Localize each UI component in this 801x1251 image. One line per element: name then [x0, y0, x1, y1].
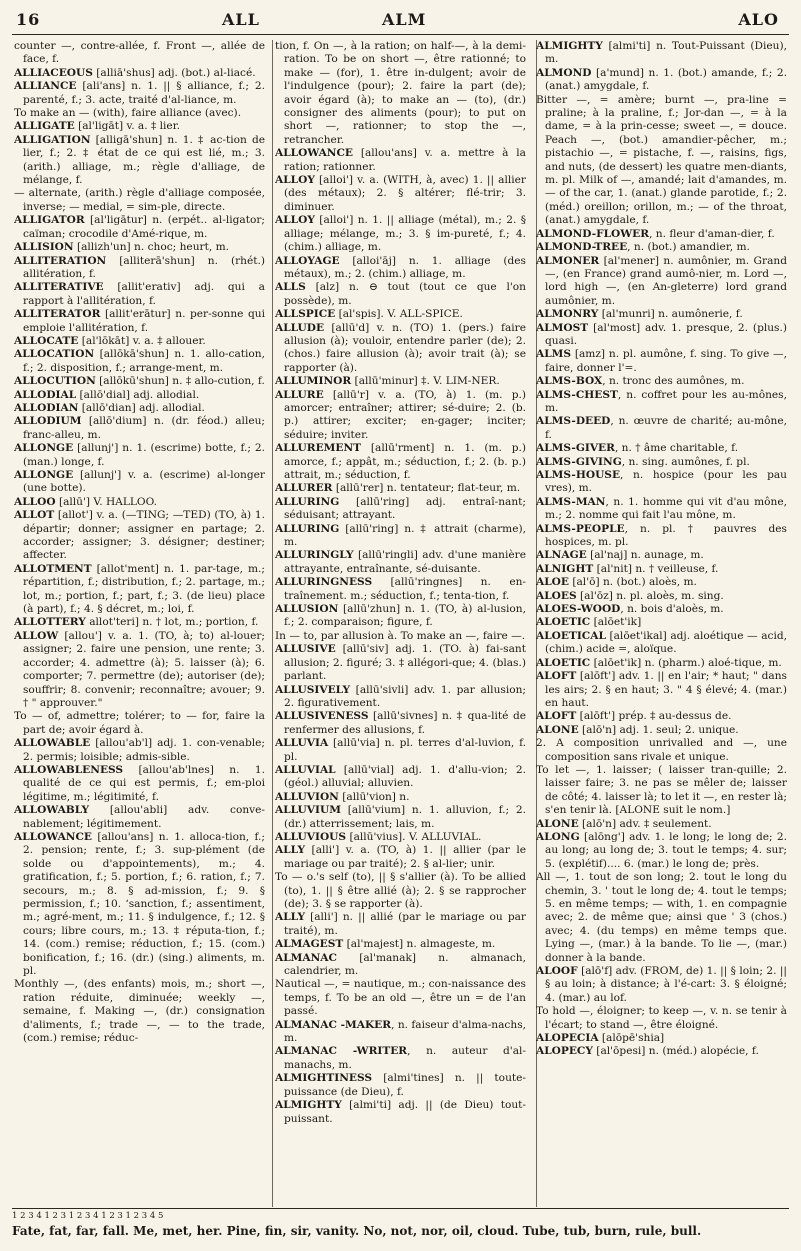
dictionary-entry: ALMOND [a'mund] n. 1. (bot.) amande, f.; 2. (anat.) amygdale, f.: [536, 66, 787, 93]
dictionary-entry: ALLURING [allū'ring] n. ‡ attrait (charme), m.: [275, 522, 526, 549]
dictionary-entry: ALLOY [alloi'] n. 1. || alliage (métal), m.; 2. § alliage; mélange, m.; 3. § im-pureté, f.; 4. (chim.) alliage, m.: [275, 214, 526, 254]
dictionary-entry: ALLURE [allū'r] v. a. (TO, à) 1. (m. p.) amorcer; entraîner; attirer; sé-duire; 2. (b. p.) attirer; exciter; en-gager; inciter; séduire; inviter.: [275, 388, 526, 441]
dictionary-entry: To let —, 1. laisser; ( laisser tran-quille; 2. laisser faire; 3. ne pas se mêler de; laisser de côté; 4. laisser là; to let it —, en rester là; s'en tenir là. [ALONE suit le nom.]: [536, 763, 787, 817]
dictionary-entry: ALLSPICE [al'spis]. V. ALL-SPICE.: [275, 308, 463, 321]
dictionary-entry: ALMS-GIVER, n. † âme charitable, f.: [536, 442, 739, 455]
dictionary-entry: ALLUVION [allū'vion] n.: [275, 790, 410, 803]
dictionary-entry: ALOPECIA [alōpē'shia]: [536, 1032, 665, 1045]
dictionary-entry: ALMAGEST [al'majest] n. almageste, m.: [275, 938, 496, 951]
dictionary-entry: ALLURING [allū'ring] adj. entraî-nant; séduisant; attrayant.: [275, 495, 526, 522]
dictionary-entry: ALLUREMENT [allū'rment] n. 1. (m. p.) amorce, f.; appât, m.; séduction, f.; 2. (b. p.) attrait, m.; séduction, f.: [275, 442, 526, 481]
dictionary-entry: ALLUSIVELY [allū'sivli] adv. 1. par allusion; 2. figurativement.: [275, 683, 526, 709]
dictionary-entry: ALONG [alōng'] adv. 1. le long; le long de; 2. au long; au long de; 3. tout le temps; 4. sur; 5. (explétif).... 6. (mar.) le long de; près.: [536, 830, 787, 870]
dictionary-entry: counter —, contre-allée, f. Front —, allée de face, f.: [14, 40, 265, 66]
dictionary-entry: ALLIACEOUS [alliā'shus] adj. (bot.) al-liacé.: [14, 66, 256, 79]
dictionary-entry: ALNIGHT [al'nit] n. † veilleuse, f.: [536, 562, 719, 575]
dictionary-entry: ALLOO [allū'] V. HALLOO.: [14, 495, 158, 508]
dictionary-entry: ALMIGHTINESS [almi'tines] n. || toute-puissance (de Dieu), f.: [275, 1072, 526, 1098]
dictionary-entry: ALMANAC -MAKER, n. faiseur d'alma-nachs, m.: [275, 1018, 526, 1045]
dictionary-entry: ALMANAC [al'manak] n. almanach, calendrier, m.: [275, 951, 526, 978]
dictionary-entry: ALLOYAGE [alloi'āj] n. 1. alliage (des métaux), m.; 2. (chim.) alliage, m.: [275, 254, 526, 280]
dictionary-entry: ALMOST [al'most] adv. 1. presque, 2. (plus.) quasi.: [536, 321, 787, 347]
dictionary-entry: ALOPECY [al'ōpesi] n. (méd.) alopécie, f.: [536, 1045, 759, 1058]
dictionary-entry: ALLURER [allū'rer] n. tentateur; flat-teur, m.: [275, 482, 521, 495]
dictionary-entry: ALLIANCE [ali'ans] n. 1. || § alliance, f.; 2. parenté, f.; 3. acte, traité d'al-liance, m.: [14, 80, 265, 106]
dictionary-entry: 2. A composition unrivalled and —, une composition sans rivale et unique.: [536, 737, 787, 763]
column-2: [275, 40, 526, 1207]
dictionary-entry: ALMS-BOX, n. tronc des aumônes, m.: [536, 375, 745, 388]
dictionary-entry: ALMIGHTY [almi'ti] adj. || (de Dieu) tout-puissant.: [275, 1099, 526, 1125]
dictionary-entry: Monthly —, (des enfants) mois, m.; short —, ration réduite, diminuée; weekly —, semaine, f. Making —, (dr.) consignation d'aliments, f.; trade —, — to the trade, (com.) remise; réduc-: [14, 978, 265, 1045]
dictionary-entry: ALLOW [allou'] v. a. 1. (TO, à; to) al-louer; assigner; 2. faire une pension, une rente; 3. accorder; 4. admettre (à); 5. laisser (à); 6. comporter; 7. permettre (de); autoriser (de); souffrir; 8. convenir; reconnaître; avouer; 9. † " approuver.": [14, 629, 265, 709]
dictionary-entry: ALONE [alō'n] adj. 1. seul; 2. unique.: [536, 723, 739, 736]
dictionary-entry: — alternate, (arith.) règle d'alliage composée, inverse; — medial, = sim-ple, directe.: [14, 187, 265, 213]
dictionary-entry: ALLUDE [allū'd] v. n. (TO) 1. (pers.) faire allusion (à); vouloir, entendre parler (de); 2. (chos.) faire allusion (à); avoir trait (à); se rapporter (à).: [275, 321, 526, 374]
dictionary-entry: To make an — (with), faire alliance (avec).: [14, 107, 242, 120]
pronunciation-key-numbers: 1 2 3 4 1 2 3 1 2 3 4 1 2 3 1 2 3 4 5: [12, 1211, 164, 1221]
dictionary-entry: ALMS-DEED, n. œuvre de charité; au-mône, f.: [536, 415, 787, 441]
dictionary-entry: ALOFT [alōft'] prép. ‡ au-dessus de.: [536, 710, 732, 723]
dictionary-entry: ALMS-HOUSE, n. hospice (pour les pau vres), m.: [536, 469, 787, 495]
pronunciation-key-words: Fate, fat, far, fall. Me, met, her. Pine, fin, sir, vanity. No, not, nor, oil, cloud. Tube, tub, burn, rule, bull.: [12, 1224, 702, 1238]
dictionary-entry: To — o.'s self (to), || § s'allier (à). To be allied (to), 1. || § être allié (à); 2. § se rapprocher (de); 3. § se rapporter (à).: [275, 871, 526, 910]
dictionary-entry: In — to, par allusion à. To make an —, faire —.: [275, 629, 526, 642]
dictionary-entry: tion, f. On —, à la ration; on half-—, à la demi-ration. To be on short —, être rationné; to make — (for), 1. être in-dulgent; avoir de l'indulgence (pour); 2. faire la part (de); avoir égard (à); to make an — (to), (dr.) consigner des aliments (pour); to put on short —, rationner; to stop the —, retrancher.: [275, 40, 526, 146]
dictionary-entry: ALLOCATION [allōkā'shun] n. 1. allo-cation, f.; 2. disposition, f.; arrange-ment, m.: [14, 348, 265, 374]
dictionary-entry: ALLY [alli'] n. || allié (par le mariage ou par traité), m.: [275, 911, 526, 937]
dictionary-entry: ALLISION [allizh'un] n. choc; heurt, m.: [14, 241, 229, 254]
dictionary-entry: ALLY [alli'] v. a. (TO, à) 1. || allier (par le mariage ou par traité); 2. § al-lier; unir.: [275, 844, 526, 870]
dictionary-entry: ALLODIUM [allō'dium] n. (dr. féod.) alleu; franc-alleu, m.: [14, 415, 265, 441]
dictionary-entry: ALLOWABLY [allou'abli] adv. conve-nablement; légitimement.: [14, 804, 265, 830]
dictionary-entry: ALLOCATE [al'lōkāt] v. a. ‡ allouer.: [14, 334, 206, 347]
guide-word-left: ALL: [222, 10, 260, 29]
dictionary-entry: ALLUSION [allū'zhun] n. 1. (TO, à) al-lusion, f.; 2. comparaison; figure, f.: [275, 603, 526, 629]
dictionary-entry: ALLITERATIVE [allit'erativ] adj. qui a rapport à l'allitération, f.: [14, 281, 265, 307]
dictionary-entry: ALLONGE [allunj'] n. 1. (escrime) botte, f.; 2. (man.) longe, f.: [14, 442, 265, 468]
column-3: [536, 40, 787, 1207]
dictionary-entry: ALOES [al'ōz] n. pl. aloès, m. sing.: [536, 589, 724, 602]
dictionary-entry: ALLOY [alloi'] v. a. (WITH, à, avec) 1. || allier (des métaux); 2. § altérer; flé-trir; 3. diminuer.: [275, 174, 526, 213]
running-header: [12, 8, 789, 35]
dictionary-entry: ALOES-WOOD, n. bois d'aloès, m.: [536, 603, 724, 616]
page-number: 16: [16, 10, 41, 29]
dictionary-entry: Bitter —, = amère; burnt —, pra-line = praline; à la praline, f.; Jor-dan —, = à la dame, = à la prin-cesse; sweet —, = douce. Peach —, (bot.) amandier-pêcher, m.; pistachio —, = pistache, f. —, raisins, figs, and nuts, (de dessert) les quatre men-diants, m. pl. Milk of —, amandé; lait d'amandes, m. — of the car, 1. (anat.) glande parotide, f.; 2. (méd.) oreillon; orillon, m.; — of the throat, (anat.) amygdale, f.: [536, 93, 787, 227]
guide-word-middle: ALM: [382, 10, 427, 29]
dictionary-entry: ALLODIAL [allō'dial] adj. allodial.: [14, 388, 200, 401]
guide-word-right: ALO: [738, 10, 779, 29]
dictionary-entry: ALMS-GIVING, n. sing. aumônes, f. pl.: [536, 455, 750, 468]
dictionary-entry: ALLUSIVENESS [allū'sivnes] n. ‡ qua-lité de renfermer des allusions, f.: [275, 710, 526, 736]
dictionary-entry: ALOOF [alō'f] adv. (FROM, de) 1. || § loin; 2. || § au loin; à distance; à l'é-cart: 3. § éloigné; 4. (mar.) au lof.: [536, 965, 787, 1004]
dictionary-entry: Nautical —, = nautique, m.; con-naissance des temps, f. To be an old —, être un = de l'an passé.: [275, 978, 526, 1018]
dictionary-entry: ALLURINGNESS [allū'ringnes] n. en-traînement. m.; séduction, f.; tenta-tion, f.: [275, 576, 526, 602]
dictionary-entry: ALLITERATION [alliterā'shun] n. (rhét.) allitération, f.: [14, 254, 265, 280]
dictionary-entry: ALLIGATION [alligā'shun] n. 1. ‡ ac-tion de lier, f.; 2. ‡ état de ce qui est lié, m.; 3. (arith.) alliage, m.; règle d'alliage, de mélange, f.: [14, 133, 265, 187]
dictionary-entry: ALOFT [alōft'] adv. 1. || en l'air; * haut; " dans les airs; 2. § en haut; 3. " 4 § élevé; 4. (mar.) en haut.: [536, 670, 787, 709]
dictionary-entry: ALMONRY [al'munri] n. aumônerie, f.: [536, 308, 743, 321]
dictionary-entry: ALOE [al'ō] n. (bot.) aloès, m.: [536, 576, 697, 589]
dictionary-entry: ALOETICAL [alōet'ikal] adj. aloétique — acid, (chim.) acide =, aloïque.: [536, 629, 787, 656]
dictionary-entry: ALLUVIOUS [allū'vius]. V. ALLUVIAL.: [275, 830, 482, 843]
dictionary-entry: ALLUSIVE [allū'siv] adj. 1. (TO. à) fai-sant allusion; 2. figuré; 3. ‡ allégori-que; 4. (blas.) parlant.: [275, 643, 526, 683]
dictionary-entry: To — of, admettre; tolérer; to — for, faire la part de; avoir égard à.: [14, 710, 265, 736]
dictionary-entry: ALLOT [allot'] v. a. (—TING; —TED) (TO, à) 1. départir; donner; assigner en partage; 2. accorder; assigner; 3. désigner; destiner; affecter.: [14, 509, 265, 562]
dictionary-entry: ALLUVIUM [allū'vium] n. 1. alluvion, f.; 2. (dr.) atterrissement; lais, m.: [275, 804, 526, 830]
dictionary-entry: ALOETIC [alōet'ik] n. (pharm.) aloé-tique, m.: [536, 656, 782, 669]
entry-columns: [14, 40, 787, 1207]
dictionary-entry: ALMOND-FLOWER, n. fleur d'aman-dier, f.: [536, 227, 775, 240]
dictionary-entry: ALLIGATOR [al'ligātur] n. (erpét.. al-ligator; caïman; crocodile d'Amé-rique, m.: [14, 214, 265, 240]
dictionary-entry: ALMIGHTY [almi'ti] n. Tout-Puissant (Dieu), m.: [536, 40, 787, 66]
dictionary-entry: All —, 1. tout de son long; 2. tout le long du chemin, 3. ' tout le long de; 4. tout le temps; 5. en même temps; — with, 1. en compagnie avec; 2. de même que; ainsi que ' 3 (chos.) avec; 4. (du temps) en même temps que. Lying —, (mar.) à la bande. To lie —, (mar.) donner à la bande.: [536, 871, 787, 964]
dictionary-entry: ALMS-MAN, n. 1. homme qui vit d'au mône, m.; 2. nomme qui fait l'au mône, m.: [536, 495, 787, 522]
dictionary-entry: ALLUVIAL [allū'vial] adj. 1. d'allu-vion; 2. (géol.) alluvial; alluvien.: [275, 763, 526, 790]
dictionary-entry: ALLURINGLY [allū'ringli] adv. d'une manière attrayante, entraînante, sé-duisante.: [275, 549, 526, 575]
dictionary-entry: ALMS-PEOPLE, n. pl. † pauvres des hospices, m. pl.: [536, 522, 787, 549]
dictionary-entry: ALLOWABLE [allou'ab'l] adj. 1. con-venable; 2. permis; loisible; admis-sible.: [14, 737, 265, 763]
dictionary-entry: ALLOCUTION [allōkū'shun] n. ‡ allo-cution, f.: [14, 375, 265, 388]
dictionary-entry: ALLOTTERY allot'teri] n. † lot, m.; portion, f.: [14, 616, 259, 629]
dictionary-entry: ALLONGE [allunj'] v. a. (escrime) al-longer (une botte).: [14, 469, 265, 495]
column-1: [14, 40, 265, 1207]
dictionary-entry: ALMOND-TREE, n. (bot.) amandier, m.: [536, 241, 750, 254]
dictionary-entry: ALONE [alō'n] adv. ‡ seulement.: [536, 817, 712, 830]
dictionary-entry: ALLITERATOR [allit'erātur] n. per-sonne qui emploie l'allitération, f.: [14, 308, 265, 334]
dictionary-entry: ALLS [alz] n. ⊖ tout (tout ce que l'on possède), m.: [275, 281, 526, 307]
dictionary-entry: To hold —, éloigner; to keep —, v. n. se tenir à l'écart; to stand —, être éloigné.: [536, 1005, 787, 1031]
dictionary-entry: ALLUMINOR [allū'minur] ‡. V. LIM-NER.: [275, 375, 500, 388]
dictionary-entry: ALMS [amz] n. pl. aumône, f. sing. To give —, faire, donner l'=.: [536, 348, 787, 374]
dictionary-entry: ALMANAC -WRITER, n. auteur d'al-manachs, m.: [275, 1045, 526, 1071]
dictionary-entry: ALLODIAN [allō'dian] adj. allodial.: [14, 401, 205, 414]
dictionary-entry: ALLOWANCE [allou'ans] v. a. mettre à la ration; rationner.: [275, 147, 526, 173]
dictionary-entry: ALLIGATE [al'ligāt] v. a. ‡ lier.: [14, 120, 180, 133]
dictionary-entry: ALNAGE [al'naj] n. aunage, m.: [536, 549, 704, 562]
dictionary-entry: ALMONER [al'mener] n. aumônier, m. Grand —, (en France) grand aumô-nier, m. Lord —, lord high —, (en An-gleterre) lord grand aumônier, m.: [536, 254, 787, 307]
dictionary-entry: ALLOWANCE [allou'ans] n. 1. alloca-tion, f.; 2. pension; rente, f.; 3. sup-plément (de solde ou d'appointements), m.; 4. gratification, f.; 5. portion, f.; 6. ration, f.; 7. secours, m.; 8. § ad-mission, f.; 9. § permission, f.; 10. ‘sanction, f.; assentiment, m.; agré-ment, m.; 11. § indulgence, f.; 12. § cours; libre cours, m.; 13. ‡ réputa-tion, f.; 14. (com.) remise; réduction, f.; 15. (com.) bonification, f.; 16. (dr.) (sing.) aliments, m. pl.: [14, 830, 265, 978]
dictionary-entry: ALLUVIA [allū'via] n. pl. terres d'al-luvion, f. pl.: [275, 737, 526, 763]
pronunciation-key: [12, 1208, 789, 1243]
dictionary-entry: ALMS-CHEST, n. coffret pour les au-mônes, m.: [536, 388, 787, 414]
dictionary-entry: ALLOWABLENESS [allou'ab'lnes] n. 1. qualité de ce qui est permis, f.; em-ploi légitime, m.; légitimité, f.: [14, 763, 265, 803]
dictionary-entry: ALLOTMENT [allot'ment] n. 1. par-tage, m.; répartition, f.; distribution, f.; 2. partage, m.; lot, m.; portion, f.; part, f.; 3. (de lieu) place (à part), f.; 4. § décret, m.; loi, f.: [14, 562, 265, 616]
dictionary-entry: ALOETIC [alōet'ik]: [536, 616, 642, 629]
